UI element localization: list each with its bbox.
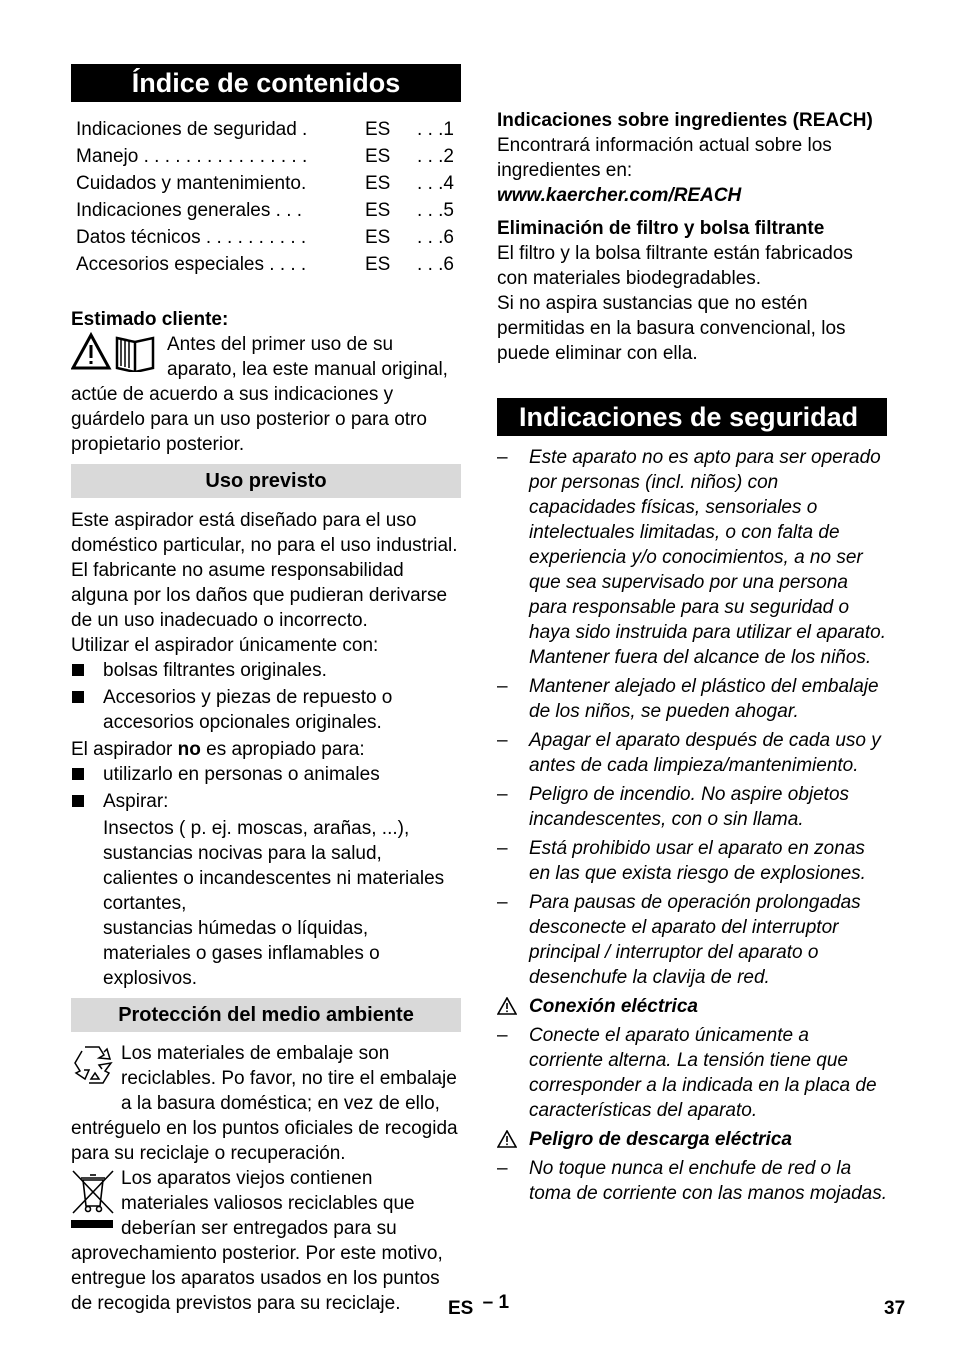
descarga-item: – No toque nunca el enchufe de red o la toma de corriente con las manos mojadas. (497, 1158, 888, 1204)
toc-heading: Índice de contenidos (71, 64, 461, 102)
reach-text: Encontrará información actual sobre los ingredientes en: (497, 135, 832, 181)
filtro-p2: Si no aspira sustancias que no estén permitidas en la basura convencional, los puede eliminar con ella. (497, 293, 846, 364)
toc-page: . . .5 (417, 200, 454, 221)
uso-bullets1 (71, 658, 461, 735)
toc-title: Cuidados y mantenimiento. (76, 173, 307, 194)
toc-title: Datos técnicos . . . . . . . . . . (76, 227, 307, 248)
toc-row[interactable] (71, 197, 461, 224)
seguridad-list (497, 445, 887, 990)
uso-heading: Uso previsto (71, 464, 461, 498)
intro-heading: Estimado cliente: (71, 309, 229, 330)
wheelie-bin-crossed-icon (71, 1168, 115, 1241)
descarga-title: Peligro de descarga eléctrica (497, 1127, 887, 1152)
toc-row[interactable] (71, 251, 461, 278)
toc-page: . . .2 (417, 146, 454, 167)
toc-page: . . .4 (417, 173, 454, 194)
uso-p2: El fabricante no asume responsabilidad alguna por los daños que pudieran derivarse de un uso inadecuado o incorrecto. (71, 560, 448, 631)
toc-row[interactable] (71, 224, 461, 251)
toc-lang: ES (365, 227, 391, 248)
safety-item: – Mantener alejado el plástico del embalaje de los niños, se pueden ahogar. (497, 676, 879, 722)
right-column (497, 58, 887, 1206)
toc-title: Indicaciones de seguridad . (76, 119, 308, 140)
uso-p3: Utilizar el aspirador únicamente con: (71, 635, 379, 656)
uso-p4: El aspirador no es apropiado para: (71, 739, 365, 760)
square-bullet-icon (72, 664, 84, 676)
toc-title: Indicaciones generales . . . (76, 200, 303, 221)
medio-p2: Los aparatos viejos contienen materiales valiosos reciclables que deberían ser entregados para su aprovechamiento posterior. Por este motivo, entregue los aparatos usados en los puntos de recogida previstos para su reciclaje. (71, 1168, 443, 1314)
bullet-item: bolsas filtrantes originales. (71, 658, 461, 683)
safety-item: – Este aparato no es apto para ser operado por personas (incl. niños) con capacidades físicas, sensoriales o intelectuales limitadas, o con falta de experiencia y/o conocimientos, a no ser que sea supervisado por una persona para responsable para su seguridad o haya sido instruida para utilizar el aparato. Mantener fuera del alcance de los niños. (497, 447, 886, 668)
uso-sub1: Insectos ( p. ej. moscas, arañas, ...), sustancias nocivas para la salud, calientes o incandescentes ni materiales cortantes, (103, 818, 445, 914)
uso-bullets2 (71, 762, 461, 991)
footer-page-code: ES – 1 (448, 1292, 510, 1319)
toc-title: Manejo . . . . . . . . . . . . . . . . (76, 146, 308, 167)
toc-row[interactable] (71, 116, 461, 143)
toc-page: . . .6 (417, 227, 454, 248)
toc-page: . . .1 (417, 119, 454, 140)
square-bullet-icon (72, 795, 84, 807)
warning-icon (497, 997, 517, 1022)
square-bullet-icon (72, 768, 84, 780)
filtro-p1: El filtro y la bolsa filtrante están fabricados con materiales biodegradables. (497, 243, 853, 289)
warning-manual-icon (71, 332, 161, 379)
toc-page: . . .6 (417, 254, 454, 275)
toc-list (71, 116, 461, 278)
safety-item: – Apagar el aparato después de cada uso y antes de cada limpieza/mantenimiento. (497, 730, 881, 776)
warning-icon (497, 1130, 517, 1155)
medio-heading: Protección del medio ambiente (71, 998, 461, 1032)
intro-text: Antes del primer uso de su aparato, lea este manual original, actúe de acuerdo a sus indicaciones y guárdelo para un uso posterior o para otro propietario posterior. (71, 334, 448, 455)
toc-lang: ES (365, 173, 391, 194)
toc-lang: ES (365, 119, 391, 140)
uso-sub2: sustancias húmedas o líquidas, materiales o gases inflamables o explosivos. (103, 918, 380, 989)
safety-item: – Para pausas de operación prolongadas desconecte el aparato del interruptor principal / interruptor del aparato o desenchufe la clavija de red. (497, 892, 861, 988)
filtro-heading: Eliminación de filtro y bolsa filtrante (497, 218, 825, 239)
intro-paragraph (71, 332, 461, 457)
toc-lang: ES (365, 254, 391, 275)
bullet-item: Accesorios y piezas de repuesto o accesorios opcionales originales. (71, 685, 461, 735)
footer-page-number: 37 (884, 1298, 906, 1319)
square-bullet-icon (72, 691, 84, 703)
conexion-title: Conexión eléctrica (497, 994, 887, 1019)
seguridad-heading: Indicaciones de seguridad (497, 398, 887, 436)
reach-heading: Indicaciones sobre ingredientes (REACH) (497, 110, 873, 131)
toc-lang: ES (365, 146, 391, 167)
left-column (71, 58, 461, 1316)
safety-item: – Peligro de incendio. No aspire objetos incandescentes, con o sin llama. (497, 784, 850, 830)
toc-row[interactable] (71, 170, 461, 197)
safety-item: – Está prohibido usar el aparato en zonas en las que exista riesgo de explosiones. (497, 838, 866, 884)
recycle-icon (71, 1043, 115, 1094)
reach-url[interactable]: www.kaercher.com/REACH (497, 185, 742, 206)
conexion-item: – Conecte el aparato únicamente a corriente alterna. La tensión tiene que corresponder a la indicada en la placa de características del aparato. (497, 1025, 877, 1121)
toc-title: Accesorios especiales . . . . (76, 254, 307, 275)
toc-row[interactable] (71, 143, 461, 170)
toc-lang: ES (365, 200, 391, 221)
uso-p1: Este aspirador está diseñado para el uso doméstico particular, no para el uso industrial. (71, 510, 458, 556)
bullet-item: Aspirar: (71, 789, 461, 814)
bullet-item: utilizarlo en personas o animales (71, 762, 461, 787)
medio-p1: Los materiales de embalaje son reciclables. Po favor, no tire el embalaje a la basura doméstica; en vez de ello, entréguelo en los puntos oficiales de recogida para su reciclaje o recuperación. (71, 1043, 458, 1164)
